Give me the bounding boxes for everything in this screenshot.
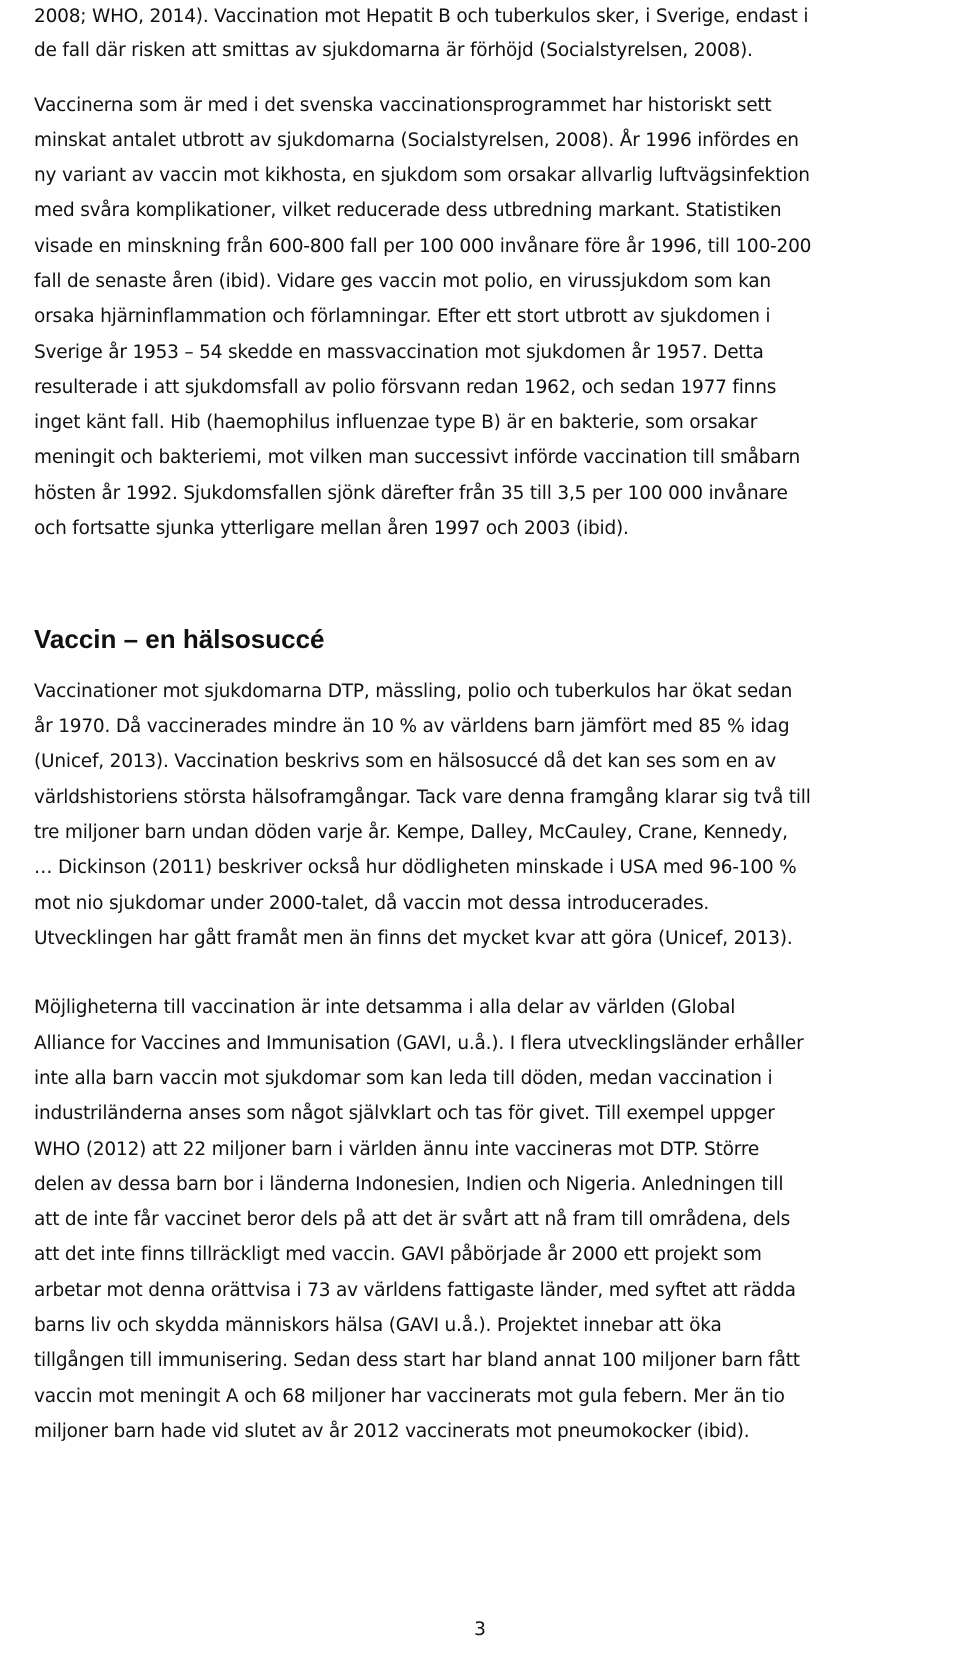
text-line: Vaccinationer mot sjukdomarna DTP, mässling, polio och tuberkulos har ökat sedan	[34, 681, 793, 702]
text-line: 2008; WHO, 2014). Vaccination mot Hepatit B och tuberkulos sker, i Sverige, endast i	[34, 6, 809, 27]
text-line: barns liv och skydda människors hälsa (GAVI u.å.). Projektet innebar att öka	[34, 1315, 722, 1336]
text-line: delen av dessa barn bor i länderna Indonesien, Indien och Nigeria. Anledningen till	[34, 1174, 784, 1195]
text-line: med svåra komplikationer, vilket reducerade dess utbredning markant. Statistiken	[34, 200, 782, 221]
text-line: de fall där risken att smittas av sjukdomarna är förhöjd (Socialstyrelsen, 2008).	[34, 40, 753, 61]
text-line: Möjligheterna till vaccination är inte detsamma i alla delar av världen (Global	[34, 997, 736, 1018]
text-line: orsaka hjärninflammation och förlamningar. Efter ett stort utbrott av sjukdomen i	[34, 306, 771, 327]
text-line: Sverige år 1953 – 54 skedde en massvaccination mot sjukdomen år 1957. Detta	[34, 342, 764, 363]
section-heading: Vaccin – en hälsosuccé	[34, 624, 325, 654]
text-line: arbetar mot denna orättvisa i 73 av världens fattigaste länder, med syftet att rädda	[34, 1280, 796, 1301]
text-line: … Dickinson (2011) beskriver också hur dödligheten minskade i USA med 96-100 %	[34, 857, 797, 878]
text-line: WHO (2012) att 22 miljoner barn i världen ännu inte vaccineras mot DTP. Större	[34, 1139, 760, 1160]
text-line: att de inte får vaccinet beror dels på att det är svårt att nå fram till områdena, dels	[34, 1209, 791, 1230]
text-line: meningit och bakteriemi, mot vilken man successivt införde vaccination till småbarn	[34, 447, 801, 468]
text-line: miljoner barn hade vid slutet av år 2012 vaccinerats mot pneumokocker (ibid).	[34, 1421, 750, 1442]
text-line: industriländerna anses som något självklart och tas för givet. Till exempel uppger	[34, 1103, 775, 1124]
text-line: mot nio sjukdomar under 2000-talet, då vaccin mot dessa introducerades.	[34, 893, 710, 914]
text-line: minskat antalet utbrott av sjukdomarna (Socialstyrelsen, 2008). År 1996 infördes en	[34, 130, 799, 151]
text-line: ny variant av vaccin mot kikhosta, en sjukdom som orsakar allvarlig luftvägsinfektion	[34, 165, 810, 186]
text-line: världshistoriens största hälsoframgångar. Tack vare denna framgång klarar sig två till	[34, 787, 811, 808]
text-line: vaccin mot meningit A och 68 miljoner har vaccinerats mot gula febern. Mer än tio	[34, 1386, 785, 1407]
text-line: Vaccinerna som är med i det svenska vaccinationsprogrammet har historiskt sett	[34, 95, 772, 116]
text-line: inte alla barn vaccin mot sjukdomar som kan leda till döden, medan vaccination i	[34, 1068, 773, 1089]
text-line: Alliance for Vaccines and Immunisation (GAVI, u.å.). I flera utvecklingsländer erhåller	[34, 1033, 804, 1054]
text-line: och fortsatte sjunka ytterligare mellan åren 1997 och 2003 (ibid).	[34, 518, 629, 539]
text-line: hösten år 1992. Sjukdomsfallen sjönk därefter från 35 till 3,5 per 100 000 invånare	[34, 483, 788, 504]
text-line: resulterade i att sjukdomsfall av polio försvann redan 1962, och sedan 1977 finns	[34, 377, 777, 398]
text-line: inget känt fall. Hib (haemophilus influenzae type B) är en bakterie, som orsakar	[34, 412, 758, 433]
page-number: 3	[474, 1619, 486, 1640]
text-line: Utvecklingen har gått framåt men än finns det mycket kvar att göra (Unicef, 2013).	[34, 928, 793, 949]
text-line: tillgången till immunisering. Sedan dess start har bland annat 100 miljoner barn fått	[34, 1350, 800, 1371]
text-line: år 1970. Då vaccinerades mindre än 10 % av världens barn jämfört med 85 % idag	[34, 716, 790, 737]
text-line: fall de senaste åren (ibid). Vidare ges vaccin mot polio, en virussjukdom som kan	[34, 271, 771, 292]
text-line: (Unicef, 2013). Vaccination beskrivs som en hälsosuccé då det kan ses som en av	[34, 751, 777, 772]
text-line: tre miljoner barn undan döden varje år. Kempe, Dalley, McCauley, Crane, Kennedy,	[34, 822, 788, 843]
text-line: att det inte finns tillräckligt med vaccin. GAVI påbörjade år 2000 ett projekt som	[34, 1244, 762, 1265]
text-line: visade en minskning från 600-800 fall per 100 000 invånare före år 1996, till 100-200	[34, 236, 812, 257]
